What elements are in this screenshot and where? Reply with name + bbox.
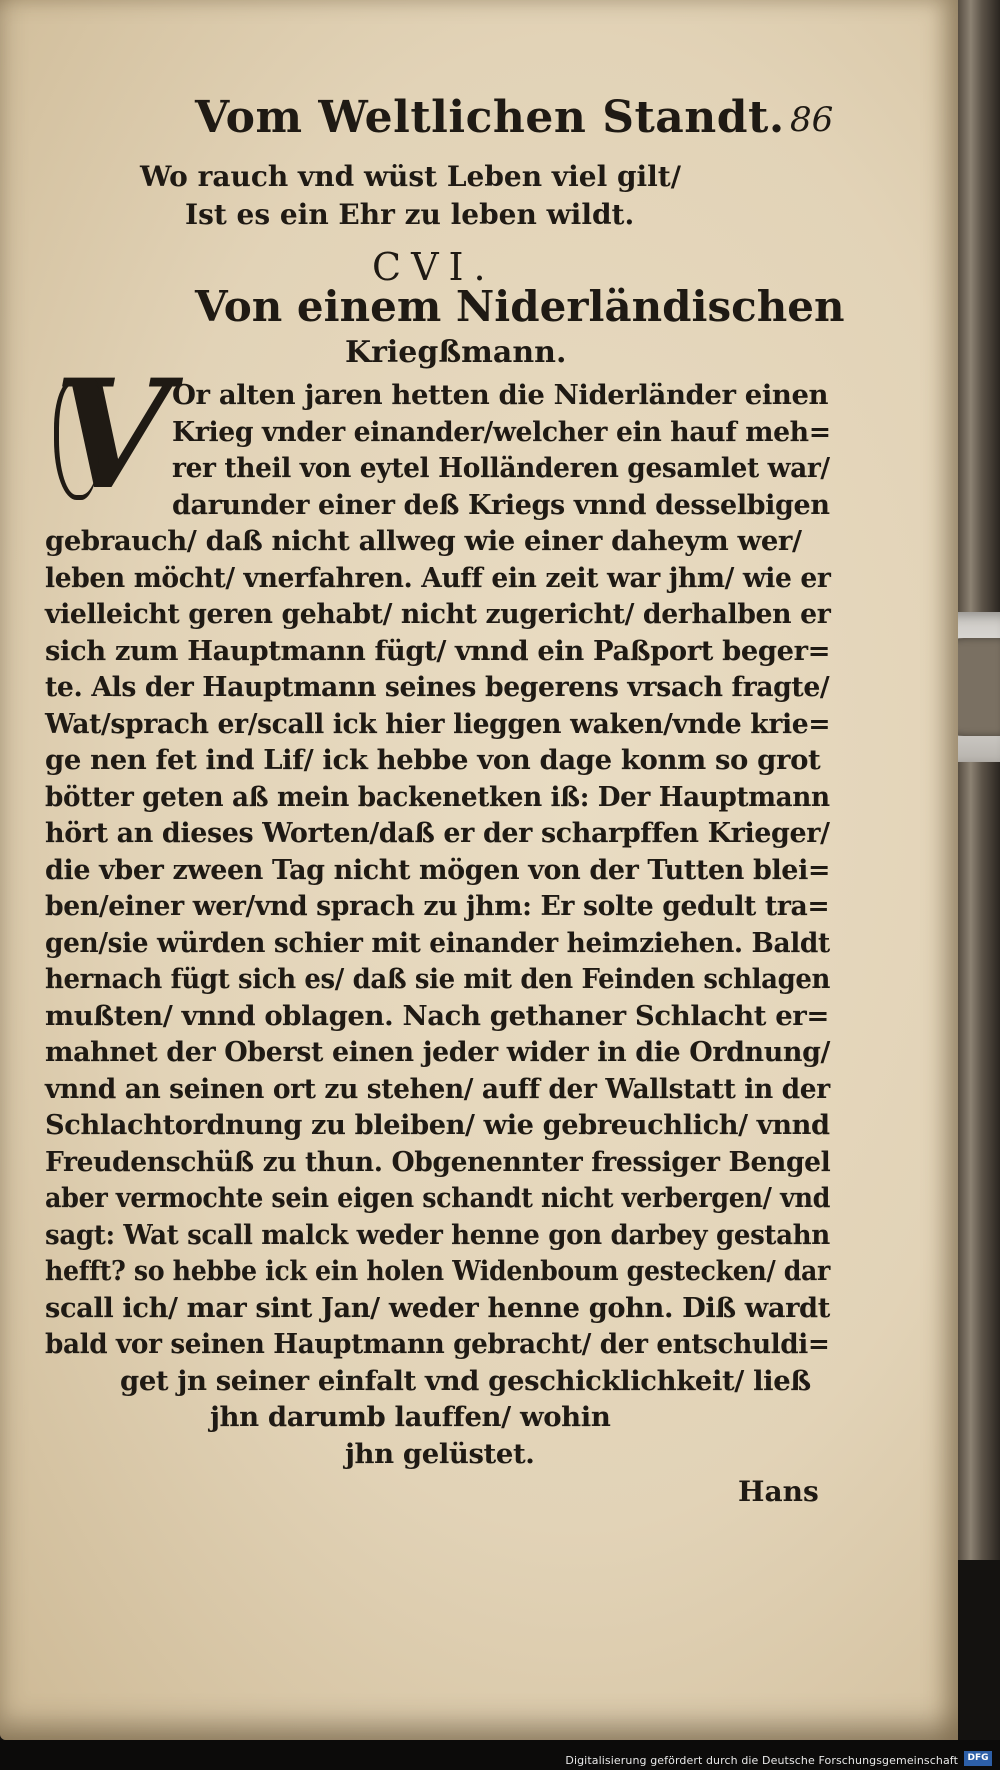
body-line: Schlachtordnung zu bleiben/ wie gebreuchlich/ vnnd (45, 1109, 830, 1141)
body-line: die vber zween Tag nicht mögen von der Tutten blei= (45, 853, 831, 886)
chapter-title-continued: Kriegßmann. (345, 335, 567, 370)
body-line: Freudenschüß zu thun. Obgenennter fressiger Bengel (45, 1145, 831, 1178)
body-line: bald vor seinen Hauptmann gebracht/ der entschuldi= (45, 1328, 830, 1360)
body-line: sagt: Wat scall malck weder henne gon darbey gestahn (45, 1218, 830, 1251)
body-line: vnnd an seinen ort zu stehen/ auff der Wallstatt in der (45, 1072, 830, 1105)
chapter-title: Von einem Niderländischen (195, 282, 845, 331)
footer-credit: Digitalisierung gefördert durch die Deutsche Forschungsgemeinschaft (565, 1754, 958, 1767)
body-line: gebrauch/ daß nicht allweg wie einer daheym wer/ (45, 525, 802, 557)
body-line: get jn seiner einfalt vnd geschicklichkeit/ ließ (120, 1364, 811, 1397)
catchword: Hans (738, 1475, 819, 1508)
body-line: sich zum Hauptmann fügt/ vnnd ein Paßport beger= (45, 634, 831, 667)
body-line: Wat/sprach er/scall ick hier lieggen waken/vnde krie= (45, 707, 831, 740)
body-line: vielleicht geren gehabt/ nicht zugericht/ derhalben er (45, 598, 831, 630)
dfg-logo-icon: DFG (964, 1751, 992, 1766)
verse-line-2: Ist es ein Ehr zu leben wildt. (185, 198, 635, 231)
body-line: scall ich/ mar sint Jan/ weder henne gohn. Diß wardt (45, 1291, 830, 1324)
body-line: rer theil von eytel Holländeren gesamlet war/ (172, 452, 830, 484)
body-line: gen/sie würden schier mit einander heimziehen. Baldt (45, 926, 830, 959)
body-line: leben möcht/ vnerfahren. Auff ein zeit war jhm/ wie er (45, 561, 831, 594)
chapter-number: CVI. (372, 245, 496, 289)
page-number: 86 (790, 100, 834, 140)
body-line: ben/einer wer/vnd sprach zu jhm: Er solte gedult tra= (45, 890, 830, 922)
body-line: jhn gelüstet. (345, 1437, 535, 1470)
body-line: Krieg vnder einander/welcher ein hauf meh= (172, 415, 831, 448)
body-line: mußten/ vnnd oblagen. Nach gethaner Schlacht er= (45, 999, 830, 1032)
body-line: te. Als der Hauptmann seines begerens vrsach fragte/ (45, 671, 830, 703)
body-line: jhn darumb lauffen/ wohin (210, 1401, 611, 1433)
body-line: Or alten jaren hetten die Niderländer einen (172, 379, 829, 411)
running-title: Vom Weltlichen Standt. (195, 92, 785, 143)
book-edge (955, 0, 1000, 1560)
body-line: bötter geten aß mein backenetken iß: Der Hauptmann (45, 780, 830, 813)
verse-line-1: Wo rauch vnd wüst Leben viel gilt/ (140, 160, 681, 193)
body-line: darunder einer deß Kriegs vnnd desselbigen (172, 488, 830, 521)
body-line: hernach fügt sich es/ daß sie mit den Feinden schlagen (45, 963, 831, 995)
body-line: hefft? so hebbe ick ein holen Widenboum gestecken/ dar (45, 1255, 830, 1287)
body-line: mahnet der Oberst einen jeder wider in die Ordnung/ (45, 1036, 830, 1068)
body-line: aber vermochte sein eigen schandt nicht verbergen/ vnd (45, 1182, 831, 1214)
decorated-initial: V (54, 347, 171, 523)
body-line: hört an dieses Worten/daß er der scharpffen Krieger/ (45, 817, 830, 849)
body-line: ge nen fet ind Lif/ ick hebbe von dage konm so grot (45, 744, 821, 776)
